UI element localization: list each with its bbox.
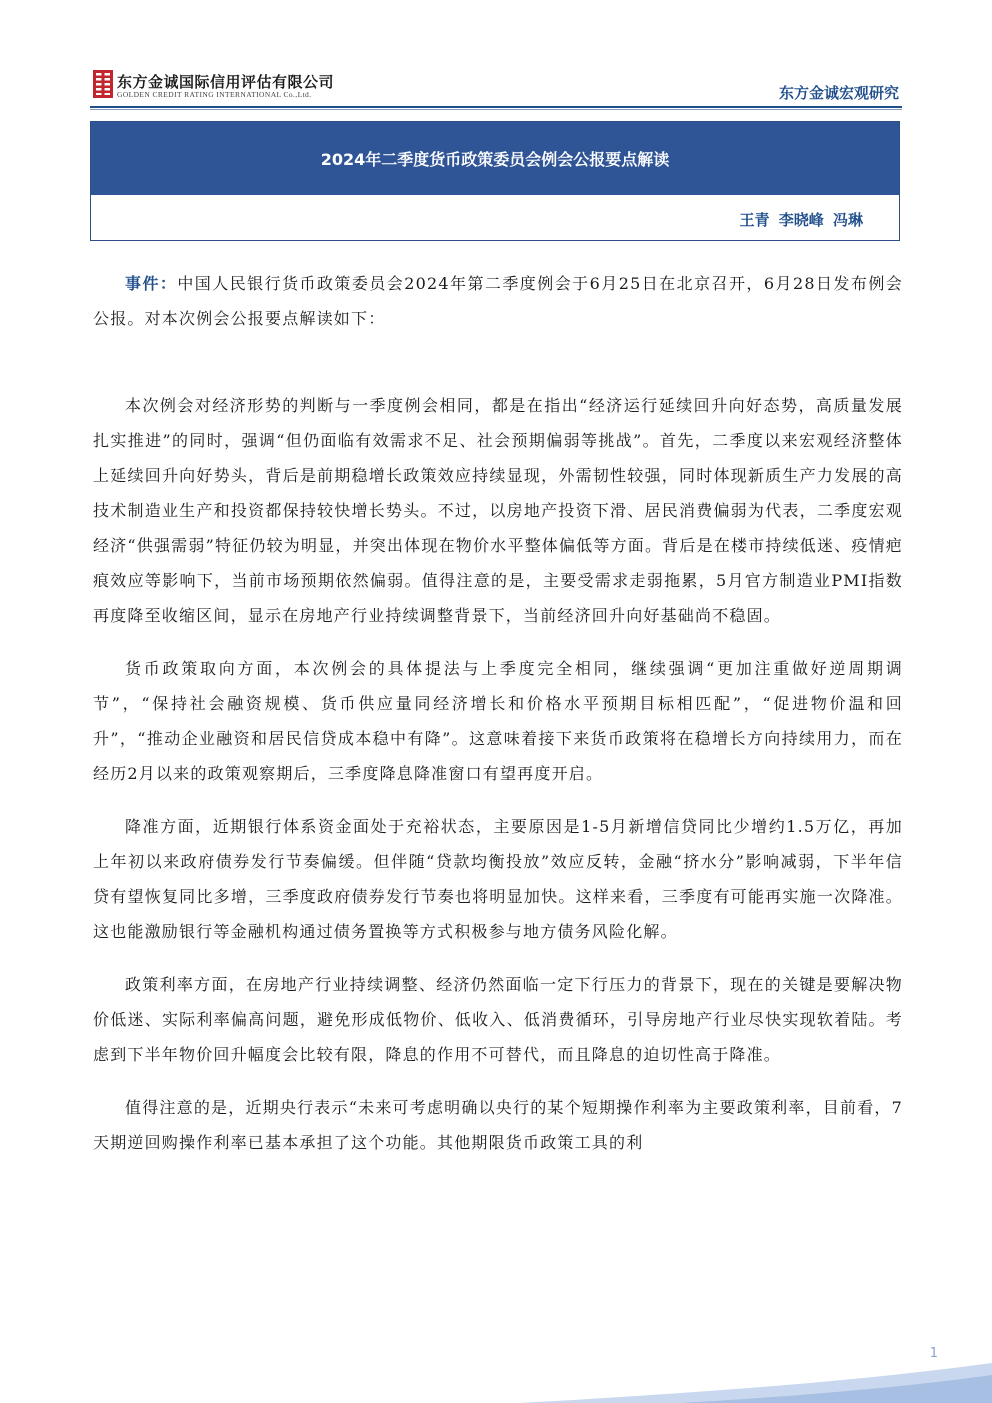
logo-mark-icon bbox=[93, 70, 113, 98]
company-name-en: GOLDEN CREDIT RATING INTERNATIONAL Co.,Ltd. bbox=[117, 90, 312, 99]
report-title: 2024年二季度货币政策委员会例会公报要点解读 bbox=[320, 150, 670, 169]
page-header bbox=[0, 0, 992, 110]
footer-wave-decoration bbox=[0, 1363, 992, 1403]
research-brand: 东方金诚宏观研究 bbox=[778, 84, 899, 102]
header-divider bbox=[90, 106, 902, 108]
event-paragraph bbox=[93, 266, 903, 336]
event-text: 中国人民银行货币政策委员会2024年第二季度例会于6月25日在北京召开，6月28日发布例会公报。对本次例会公报要点解读如下： bbox=[93, 274, 903, 328]
body-paragraph: 政策利率方面，在房地产行业持续调整、经济仍然面临一定下行压力的背景下，现在的关键是要解决物价低迷、实际利率偏高问题，避免形成低物价、低收入、低消费循环，引导房地产行业尽快实现软着陆。考虑到下半年物价回升幅度会比较有限，降息的作用不可替代，而且降息的迫切性高于降准。 bbox=[93, 975, 903, 1064]
company-name-cn: 东方金诚国际信用评估有限公司 bbox=[117, 73, 335, 91]
body-paragraph: 本次例会对经济形势的判断与一季度例会相同，都是在指出“经济运行延续回升向好态势，高质量发展扎实推进”的同时，强调“但仍面临有效需求不足、社会预期偏弱等挑战”。首先，二季度以来宏观经济整体上延续回升向好势头，背后是前期稳增长政策效应持续显现，外需韧性较强，同时体现新质生产力发展的高技术制造业生产和投资都保持较快增长势头。不过，以房地产投资下滑、居民消费偏弱为代表，二季度宏观经济“供强需弱”特征仍较为明显，并突出体现在物价水平整体偏低等方面。背后是在楼市持续低迷、疫情疤痕效应等影响下，当前市场预期依然偏弱。值得注意的是，主要受需求走弱拖累，5月官方制造业PMI指数再度降至收缩区间，显示在房地产行业持续调整背景下，当前经济回升向好基础尚不稳固。 bbox=[93, 396, 903, 625]
body-paragraph: 货币政策取向方面，本次例会的具体提法与上季度完全相同，继续强调“更加注重做好逆周期调节”，“保持社会融资规模、货币供应量同经济增长和价格水平预期目标相匹配”，“促进物价温和回升”，“推动企业融资和居民信贷成本稳中有降”。这意味着接下来货币政策将在稳增长方向持续用力，而在经历2月以来的政策观察期后，三季度降息降准窗口有望再度开启。 bbox=[93, 659, 903, 783]
company-logo bbox=[93, 70, 353, 106]
report-body bbox=[93, 266, 903, 1178]
page-number: 1 bbox=[929, 1346, 938, 1361]
report-authors: 王青 李晓峰 冯琳 bbox=[739, 211, 863, 229]
event-label: 事件： bbox=[125, 274, 178, 293]
title-band bbox=[91, 122, 899, 195]
body-paragraph: 值得注意的是，近期央行表示“未来可考虑明确以央行的某个短期操作利率为主要政策利率，目前看，7天期逆回购操作利率已基本承担了这个功能。其他期限货币政策工具的利 bbox=[93, 1098, 903, 1152]
body-paragraph: 降准方面，近期银行体系资金面处于充裕状态，主要原因是1-5月新增信贷同比少增约1.5万亿，再加上年初以来政府债券发行节奏偏缓。但伴随“贷款均衡投放”效应反转，金融“挤水分”影响减弱，下半年信贷有望恢复同比多增，三季度政府债券发行节奏也将明显加快。这样来看，三季度有可能再实施一次降准。这也能激励银行等金融机构通过债务置换等方式积极参与地方债务风险化解。 bbox=[93, 817, 903, 941]
header-divider-thin bbox=[90, 109, 902, 110]
title-box bbox=[90, 121, 900, 241]
